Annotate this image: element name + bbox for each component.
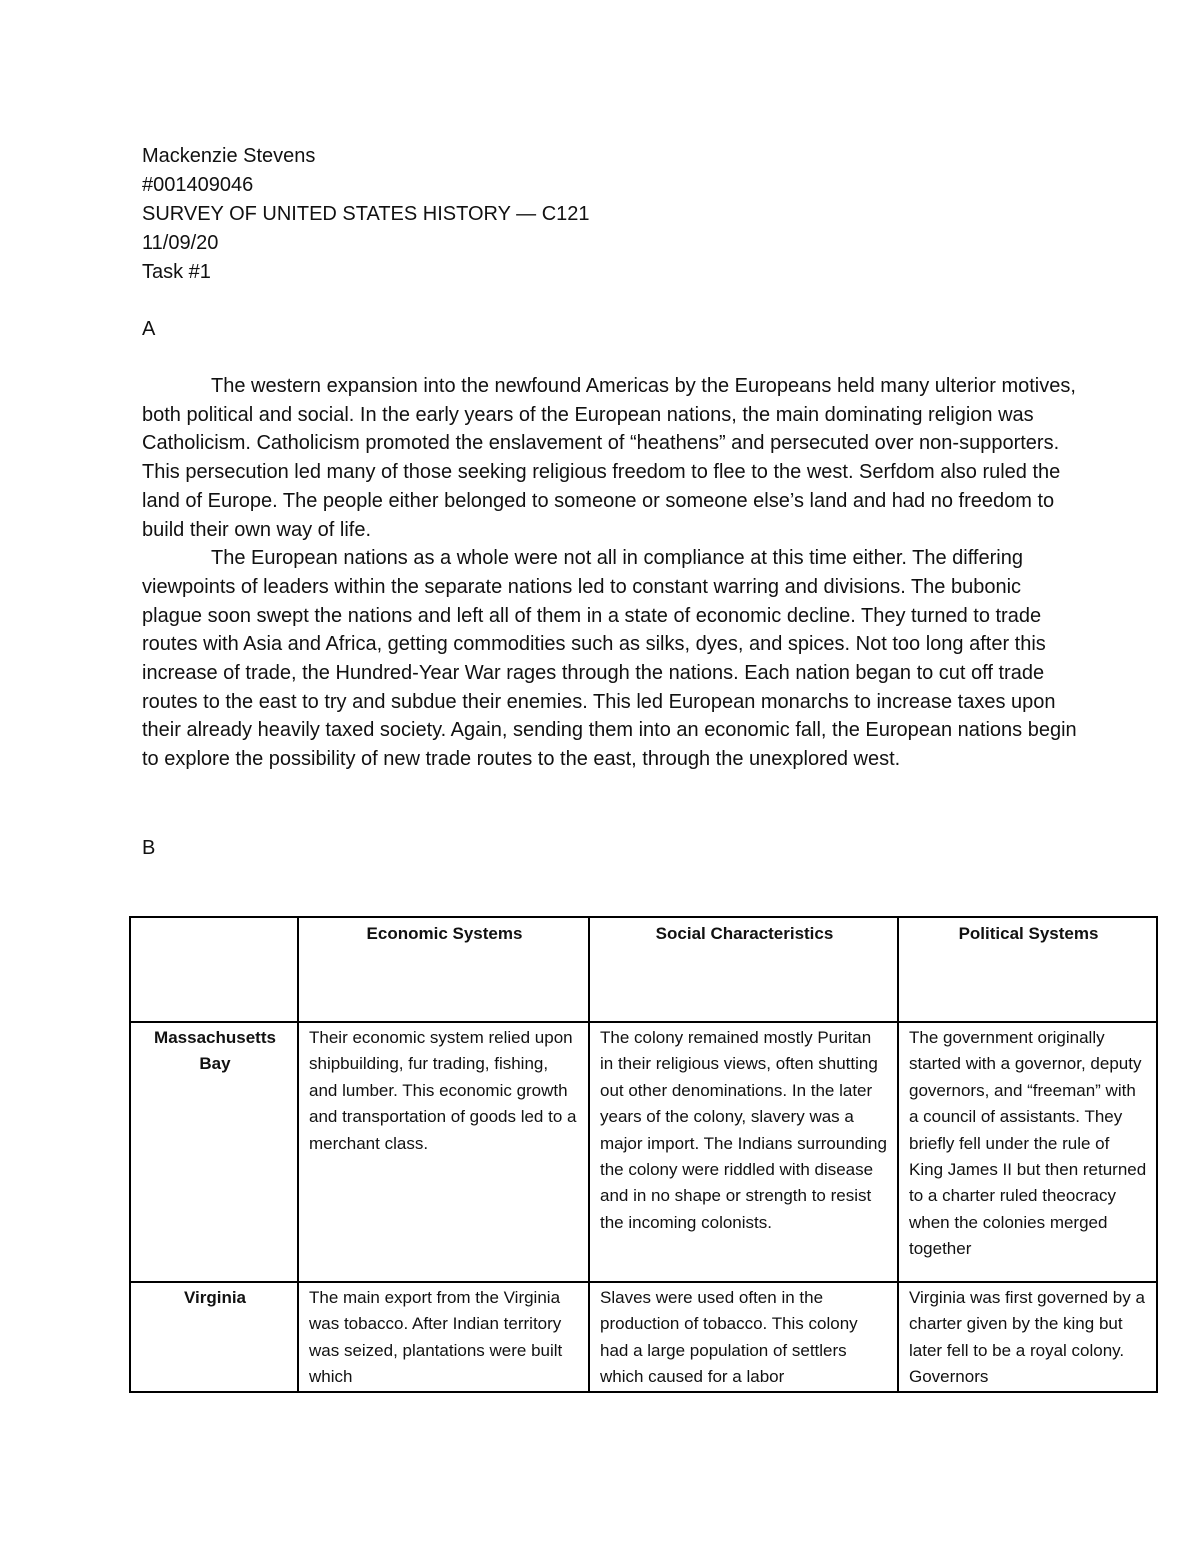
paragraph-1: The western expansion into the newfound Americas by the Europeans held many ulterior motives, both political and social. In the early years of the European nations, the main dominating religion was Catholicism. Catholicism promoted the enslavement of “heathens” and persecuted over non-supporters. This persecution led many of those seeking religious freedom to flee to the west. Serfdom also ruled the land of Europe. The people either belonged to someone or someone else’s land and had no freedom to build their own way of life.: [142, 375, 1076, 541]
table-row: [130, 1282, 1157, 1392]
cell-social: The colony remained mostly Puritan in their religious views, often shutting out other denominations. In the later years of the colony, slavery was a major import. The Indians surrounding the colony were riddled with disease and in no shape or strength to resist the incoming colonists.: [589, 1022, 898, 1282]
document-date: 11/09/20: [142, 232, 219, 254]
row-label-virginia: Virginia: [130, 1282, 298, 1392]
header-economic-systems: Economic Systems: [298, 917, 589, 1022]
section-a-label: A: [142, 318, 156, 340]
header-cell-empty: [130, 917, 298, 1022]
course-title: SURVEY OF UNITED STATES HISTORY — C121: [142, 203, 590, 225]
document-header: [142, 142, 590, 287]
task-label: Task #1: [142, 261, 211, 283]
student-id: #001409046: [142, 174, 254, 196]
colonies-comparison-table: [129, 916, 1158, 1393]
author-name: Mackenzie Stevens: [142, 145, 316, 167]
section-b-label: B: [142, 837, 156, 859]
cell-political: Virginia was first governed by a charter given by the king but later fell to be a royal colony. Governors: [898, 1282, 1157, 1392]
section-a-body: [142, 372, 1082, 774]
paragraph-2: The European nations as a whole were not all in compliance at this time either. The differing viewpoints of leaders within the separate nations led to constant warring and divisions. The bubonic plague soon swept the nations and left all of them in a state of economic decline. They turned to trade routes with Asia and Africa, getting commodities such as silks, dyes, and spices. Not too long after this increase of trade, the Hundred-Year War rages through the nations. Each nation began to cut off trade routes to the east to try and subdue their enemies. This led European monarchs to increase taxes upon their already heavily taxed society. Again, sending them into an economic fall, the European nations begin to explore the possibility of new trade routes to the east, through the unexplored west.: [142, 547, 1077, 771]
row-label-massachusetts-bay: Massachusetts Bay: [130, 1022, 298, 1282]
header-political-systems: Political Systems: [898, 917, 1157, 1022]
table-row: [130, 1022, 1157, 1282]
table-header-row: [130, 917, 1157, 1022]
cell-political: The government originally started with a governor, deputy governors, and “freeman” with a council of assistants. They briefly fell under the rule of King James II but then returned to a charter ruled theocracy when the colonies merged together: [898, 1022, 1157, 1282]
cell-economic: Their economic system relied upon shipbuilding, fur trading, fishing, and lumber. This economic growth and transportation of goods led to a merchant class.: [298, 1022, 589, 1282]
cell-economic: The main export from the Virginia was tobacco. After Indian territory was seized, plantations were built which: [298, 1282, 589, 1392]
header-social-characteristics: Social Characteristics: [589, 917, 898, 1022]
cell-social: Slaves were used often in the production of tobacco. This colony had a large population of settlers which caused for a labor: [589, 1282, 898, 1392]
